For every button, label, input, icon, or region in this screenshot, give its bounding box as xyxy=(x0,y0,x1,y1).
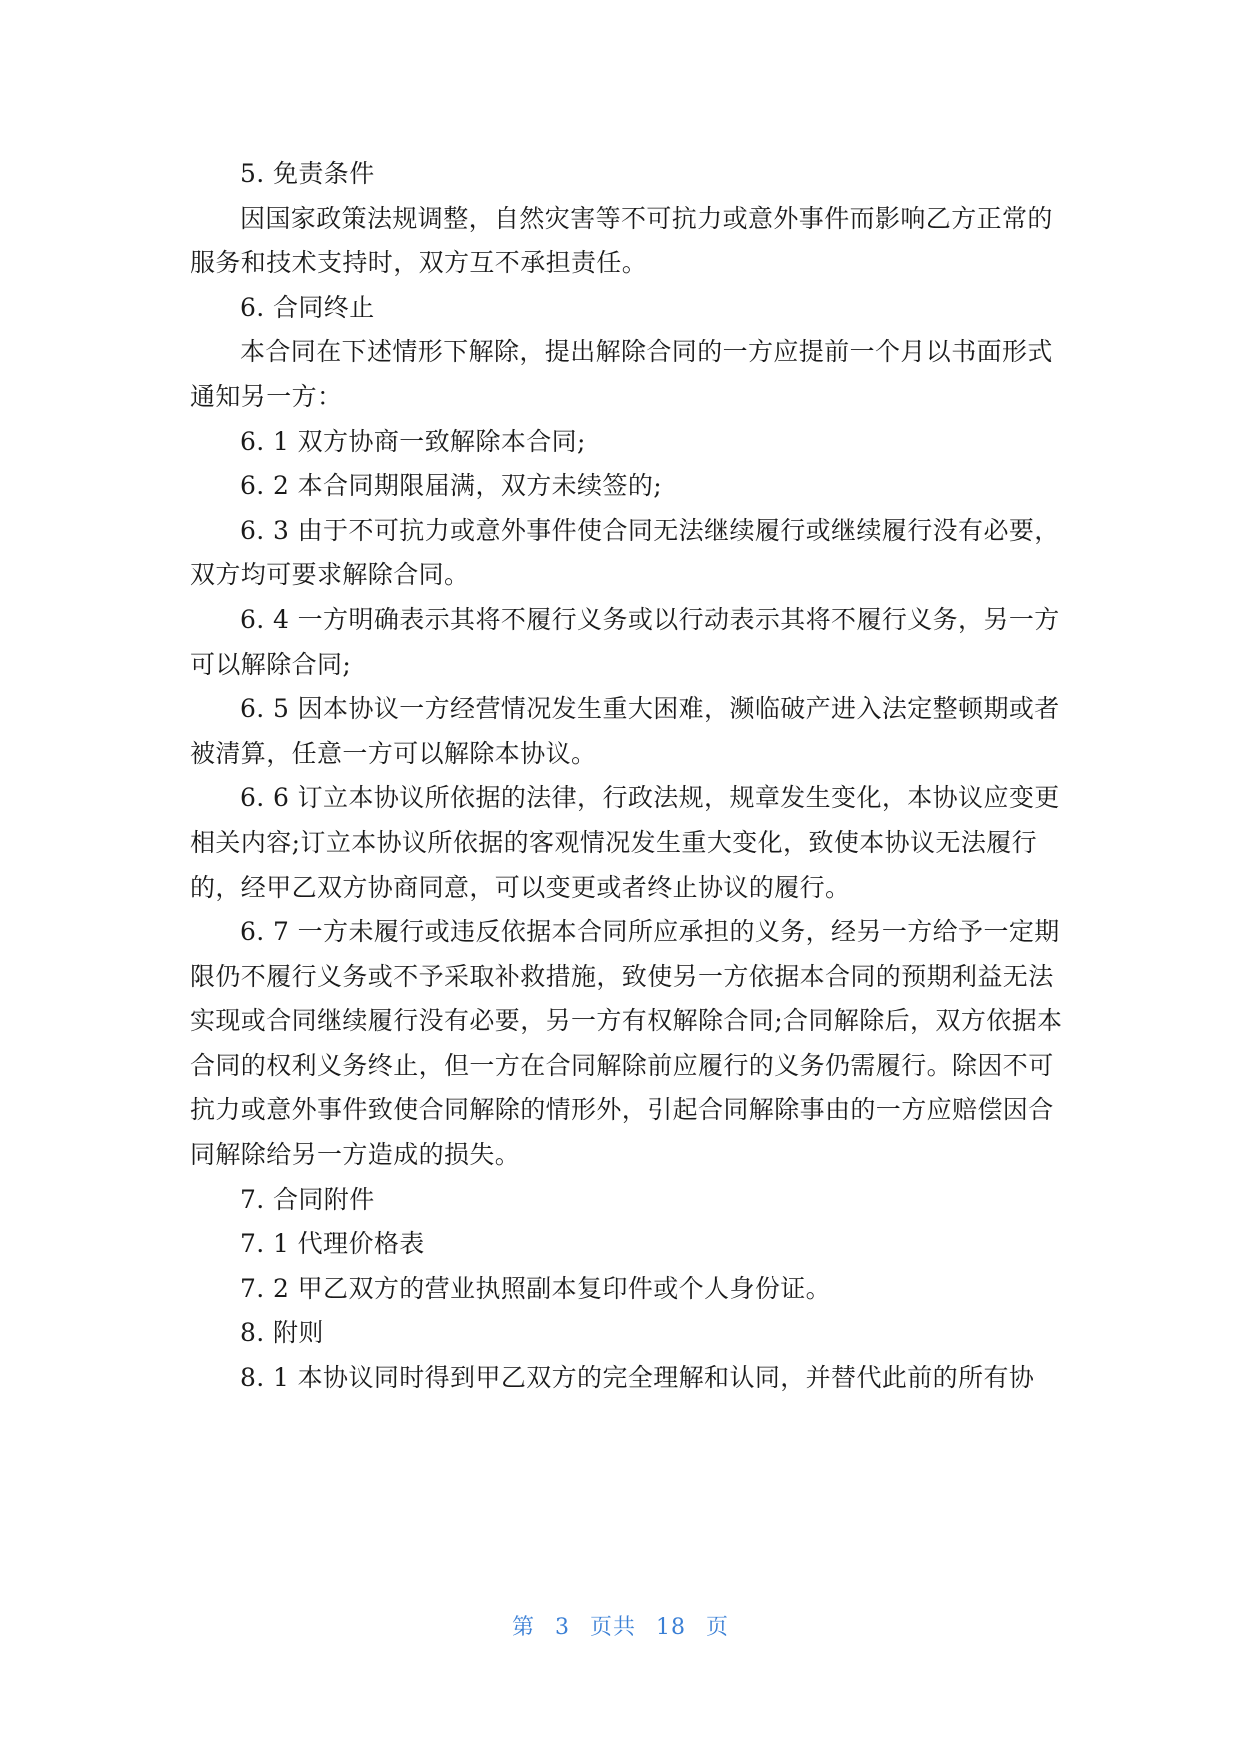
text-line: 限仍不履行义务或不予采取补救措施，致使另一方依据本合同的预期利益无法 xyxy=(190,961,1054,991)
text-line: 6. 合同终止 xyxy=(240,292,375,322)
text-line: 6. 3 由于不可抗力或意外事件使合同无法继续履行或继续履行没有必要， xyxy=(240,515,1060,545)
text-line: 通知另一方： xyxy=(190,381,343,411)
document-body xyxy=(190,152,1063,1401)
text-line: 双方均可要求解除合同。 xyxy=(190,560,470,590)
text-line: 7. 2 甲乙双方的营业执照副本复印件或个人身份证。 xyxy=(240,1273,832,1303)
current-page-number: 3 xyxy=(554,1615,570,1640)
text-line: 实现或合同继续履行没有必要，另一方有权解除合同;合同解除后，双方依据本 xyxy=(190,1006,1063,1036)
text-line: 合同的权利义务终止，但一方在合同解除前应履行的义务仍需履行。除因不可 xyxy=(190,1050,1054,1080)
text-line: 6. 2 本合同期限届满，双方未续签的; xyxy=(240,471,663,501)
text-line: 6. 4 一方明确表示其将不履行义务或以行动表示其将不履行义务，另一方 xyxy=(240,604,1060,634)
text-line: 5. 免责条件 xyxy=(240,159,375,188)
text-line: 相关内容;订立本协议所依据的客观情况发生重大变化，致使本协议无法履行 xyxy=(190,827,1038,857)
total-pages-number: 18 xyxy=(656,1615,686,1640)
text-line: 服务和技术支持时，双方互不承担责任。 xyxy=(190,248,648,278)
text-line: 可以解除合同; xyxy=(190,649,352,679)
text-line: 6. 1 双方协商一致解除本合同; xyxy=(240,426,586,456)
text-line: 抗力或意外事件致使合同解除的情形外，引起合同解除事由的一方应赔偿因合 xyxy=(190,1095,1054,1125)
text-line: 因国家政策法规调整，自然灾害等不可抗力或意外事件而影响乙方正常的 xyxy=(240,203,1053,233)
text-line: 6. 5 因本协议一方经营情况发生重大困难，濒临破产进入法定整顿期或者 xyxy=(240,694,1060,724)
text-line: 6. 7 一方未履行或违反依据本合同所应承担的义务，经另一方给予一定期 xyxy=(240,917,1060,947)
footer-suffix: 页 xyxy=(706,1615,730,1640)
footer-prefix: 第 xyxy=(511,1615,535,1640)
text-line: 8. 附则 xyxy=(240,1318,324,1348)
footer-middle: 页共 xyxy=(589,1615,636,1640)
text-line: 本合同在下述情形下解除，提出解除合同的一方应提前一个月以书面形式 xyxy=(240,337,1053,367)
text-line: 7. 合同附件 xyxy=(240,1184,375,1214)
text-line: 的，经甲乙双方协商同意，可以变更或者终止协议的履行。 xyxy=(190,872,851,902)
text-line: 被清算，任意一方可以解除本协议。 xyxy=(190,738,597,768)
page-number-footer xyxy=(0,1610,1241,1641)
text-line: 同解除给另一方造成的损失。 xyxy=(190,1140,521,1170)
text-line: 6. 6 订立本协议所依据的法律，行政法规，规章发生变化，本协议应变更 xyxy=(240,783,1060,813)
text-line: 7. 1 代理价格表 xyxy=(240,1229,425,1259)
text-line: 8. 1 本协议同时得到甲乙双方的完全理解和认同，并替代此前的所有协 xyxy=(240,1363,1035,1393)
